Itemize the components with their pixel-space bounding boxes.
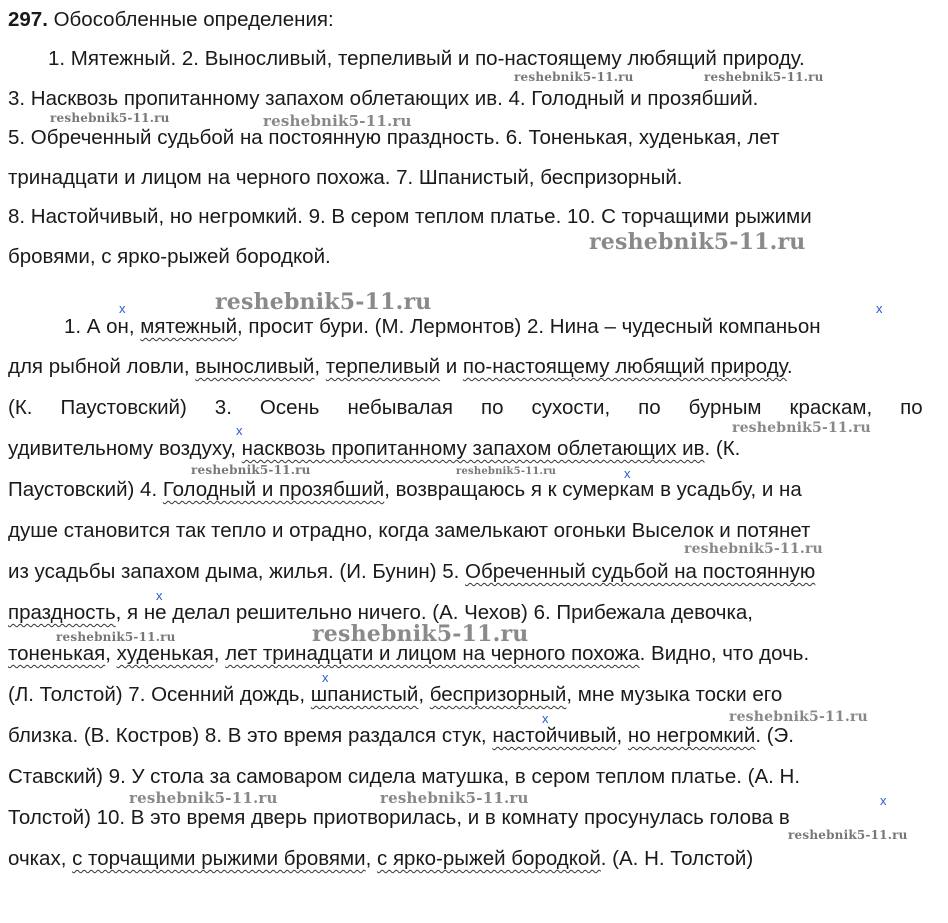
underlined-definition: мятежный	[140, 315, 238, 338]
watermark: reshebnik5-11.ru	[456, 466, 557, 477]
text-line-10: (Л. Толстой) 7. Осенний дождь, шпанистый, беспризорный, мне музыка тоски его	[8, 683, 783, 706]
underlined-definition: лет тринадцати и лицом на черного похожа	[225, 642, 640, 665]
text-line-8: праздность, я не делал решительно ничего. (А. Чехов) 6. Прибежала девочка,	[8, 601, 753, 624]
underlined-definition: беспризорный	[429, 683, 567, 706]
watermark: reshebnik5-11.ru	[263, 112, 412, 130]
text-line-11: близка. (В. Костров) 8. В это время раздался стук, настойчивый, но негромкий. (Э.	[8, 724, 794, 747]
exercise-number: 297.	[8, 8, 48, 31]
underlined-definition: с ярко-рыжей бородкой	[377, 847, 601, 870]
underlined-definition: но негромкий	[627, 724, 756, 747]
watermark: reshebnik5-11.ru	[729, 709, 868, 725]
x-mark: x	[542, 711, 549, 726]
watermark: reshebnik5-11.ru	[589, 229, 806, 255]
underlined-definition: терпеливый	[325, 355, 441, 378]
answer-line-5: 8. Настойчивый, но негромкий. 9. В сером теплом платье. 10. С торчащими рыжими	[8, 205, 812, 228]
text-line-7: из усадьбы запахом дыма, жилья. (И. Бунин) 5. Обреченный судьбой на постоянную	[8, 560, 816, 583]
x-mark: x	[322, 670, 329, 685]
text-line-1: 1. А он, мятежный, просит бури. (М. Лермонтов) 2. Нина – чудесный компаньон	[64, 315, 821, 338]
x-mark: x	[624, 466, 631, 481]
text-line-9: тоненькая, худенькая, лет тринадцати и лицом на черного похожа. Видно, что дочь.	[8, 642, 810, 665]
underlined-definition: праздность	[8, 601, 116, 624]
underlined-definition: шпанистый	[310, 683, 419, 706]
text-line-14: очках, с торчащими рыжими бровями, с ярко-рыжей бородкой. (А. Н. Толстой)	[8, 847, 754, 870]
watermark: reshebnik5-11.ru	[788, 828, 908, 842]
watermark: reshebnik5-11.ru	[704, 70, 824, 84]
answer-line-6: бровями, с ярко-рыжей бородкой.	[8, 245, 331, 268]
text-line-6: душе становится так тепло и отрадно, когда замелькают огоньки Выселок и потянет	[8, 519, 811, 542]
watermark: reshebnik5-11.ru	[50, 111, 170, 125]
text-line-12: Ставский) 9. У стола за самоваром сидела матушка, в сером теплом платье. (А. Н.	[8, 765, 801, 788]
underlined-definition: по-настоящему любящий природу	[462, 355, 787, 378]
answer-line-4: тринадцати и лицом на черного похожа. 7. Шпанистый, беспризорный.	[8, 166, 683, 189]
watermark: reshebnik5-11.ru	[56, 630, 176, 644]
exercise-title: Обособленные определения:	[53, 8, 334, 31]
underlined-definition: худенькая	[116, 642, 214, 665]
watermark: reshebnik5-11.ru	[514, 70, 634, 84]
underlined-definition: выносливый	[195, 355, 315, 378]
exercise-header	[8, 8, 334, 32]
x-mark: x	[876, 301, 883, 316]
underlined-definition: насквозь пропитанному запахом облетающих ив	[241, 437, 705, 460]
text-line-4: удивительному воздуху, насквозь пропитанному запахом облетающих ив. (К.	[8, 437, 741, 460]
text-line-3: (К. Паустовский) 3. Осень небывалая по сухости, по бурным краскам, по	[8, 396, 923, 419]
x-mark: x	[236, 423, 243, 438]
underlined-definition: Голодный и прозябший	[162, 478, 385, 501]
underlined-definition: Обреченный судьбой на постоянную	[465, 560, 816, 583]
underlined-definition: тоненькая	[8, 642, 106, 665]
watermark: reshebnik5-11.ru	[129, 789, 278, 807]
underlined-definition: с торчащими рыжими бровями	[72, 847, 366, 870]
text-line-2: для рыбной ловли, выносливый, терпеливый и по-настоящему любящий природу.	[8, 355, 793, 378]
x-mark: x	[156, 588, 163, 603]
watermark: reshebnik5-11.ru	[732, 420, 871, 436]
watermark: reshebnik5-11.ru	[191, 463, 311, 477]
underlined-definition: настойчивый	[492, 724, 617, 747]
x-mark: x	[119, 301, 126, 316]
watermark: reshebnik5-11.ru	[380, 789, 529, 807]
answer-line-3: 5. Обреченный судьбой на постоянную праздность. 6. Тоненькая, худенькая, лет	[8, 126, 780, 149]
text-line-5: Паустовский) 4. Голодный и прозябший, возвращаюсь я к сумеркам в усадьбу, и на	[8, 478, 802, 501]
watermark: reshebnik5-11.ru	[215, 289, 432, 315]
watermark: reshebnik5-11.ru	[684, 541, 823, 557]
text-line-13: Толстой) 10. В это время дверь приотворилась, и в комнату просунулась голова в	[8, 806, 790, 829]
answer-line-1: 1. Мятежный. 2. Выносливый, терпеливый и по-настоящему любящий природу.	[48, 47, 805, 70]
watermark: reshebnik5-11.ru	[312, 621, 529, 647]
answer-line-2: 3. Насквозь пропитанному запахом облетающих ив. 4. Голодный и прозябший.	[8, 87, 759, 110]
x-mark: x	[880, 793, 887, 808]
